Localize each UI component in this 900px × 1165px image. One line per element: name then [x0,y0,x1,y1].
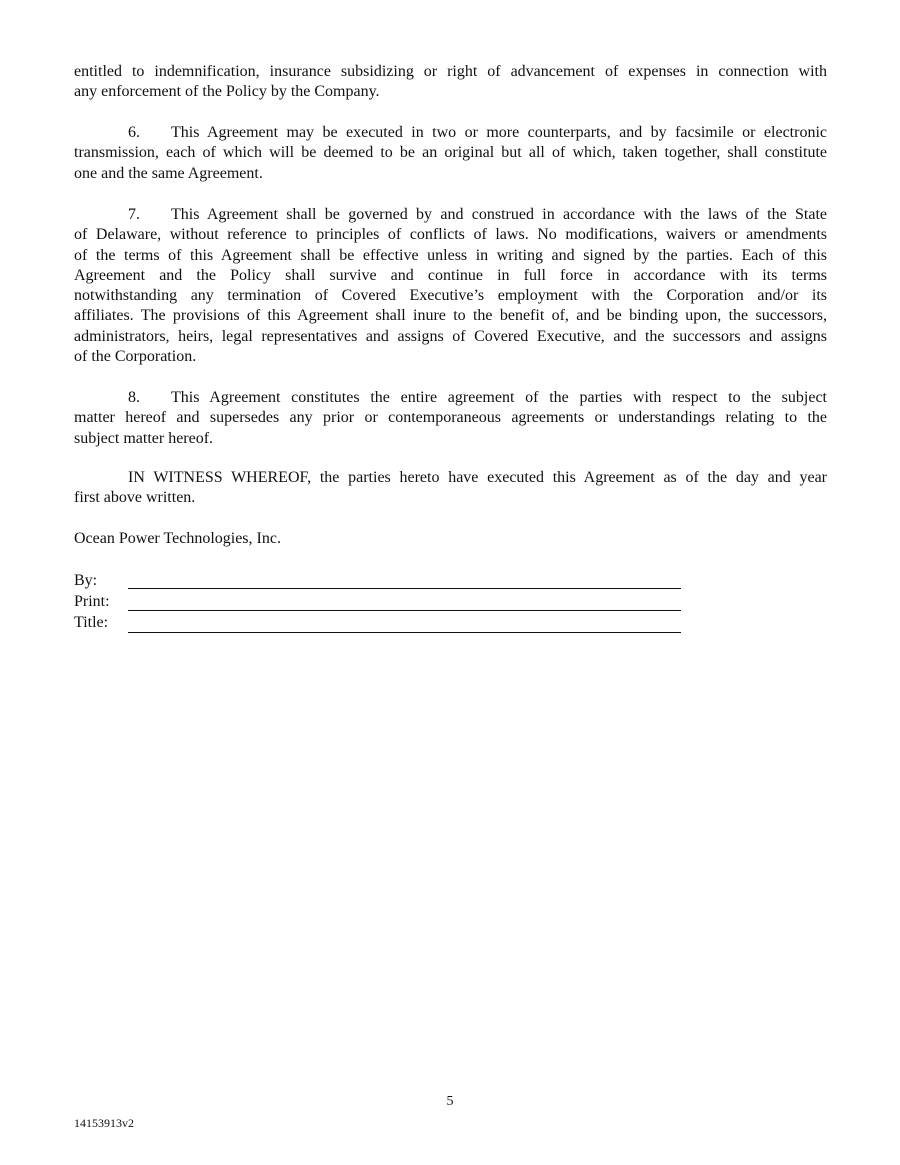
witness-paragraph [74,468,827,509]
text-line: first above written. [74,489,196,507]
text-line: notwithstanding any termination of Covered Executive’s employment with the Corporation and/or its [74,287,827,305]
paragraph-number: 6. [128,124,140,141]
text-line: This Agreement may be executed in two or more counterparts, and by facsimile or electronic [171,124,827,141]
signature-by-line [128,588,681,589]
paragraph-number: 8. [128,389,140,406]
company-name [74,529,827,549]
text-line: matter hereof and supersedes any prior or contemporaneous agreements or understandings relating to the [74,409,827,427]
text-line: transmission, each of which will be deemed to be an original but all of which, taken together, shall constitute [74,144,827,162]
title-label: Title: [74,614,109,631]
text-line: of Delaware, without reference to principles of conflicts of laws. No modifications, waivers or amendments [74,226,827,244]
text-line: affiliates. The provisions of this Agreement shall inure to the benefit of, and be binding upon, the successors, [74,307,827,325]
text-line: one and the same Agreement. [74,164,263,182]
paragraph-7 [74,205,827,367]
signature-title-line [128,632,681,633]
text-line: This Agreement constitutes the entire agreement of the parties with respect to the subject [171,389,827,406]
page-number: 5 [446,1094,454,1109]
paragraph-8 [74,388,827,449]
signature-print-row [74,591,128,612]
company-name-text: Ocean Power Technologies, Inc. [74,530,281,547]
paragraph-6 [74,123,827,184]
text-line: Agreement and the Policy shall survive and continue in full force in accordance with its terms [74,266,827,284]
signature-print-line [128,610,681,611]
text-line: of the terms of this Agreement shall be effective unless in writing and signed by the parties. Each of this [74,246,827,264]
signature-title-row [74,612,128,633]
text-line: This Agreement shall be governed by and construed in accordance with the laws of the State [171,206,827,223]
text-line: any enforcement of the Policy by the Company. [74,83,380,101]
text-line: subject matter hereof. [74,429,214,447]
paragraph-continuation [74,62,827,103]
text-line: entitled to indemnification, insurance subsidizing or right of advancement of expenses in connection with [74,63,827,80]
print-label: Print: [74,593,110,610]
text-line: IN WITNESS WHEREOF, the parties hereto have executed this Agreement as of the day and year [128,469,827,486]
text-line: of the Corporation. [74,348,197,366]
text-line: administrators, heirs, legal representatives and assigns of Covered Executive, and the successors and assigns [74,327,827,345]
by-label: By: [74,572,98,589]
paragraph-number: 7. [128,206,140,223]
document-id: 14153913v2 [74,1116,134,1130]
signature-by-row [74,570,128,591]
